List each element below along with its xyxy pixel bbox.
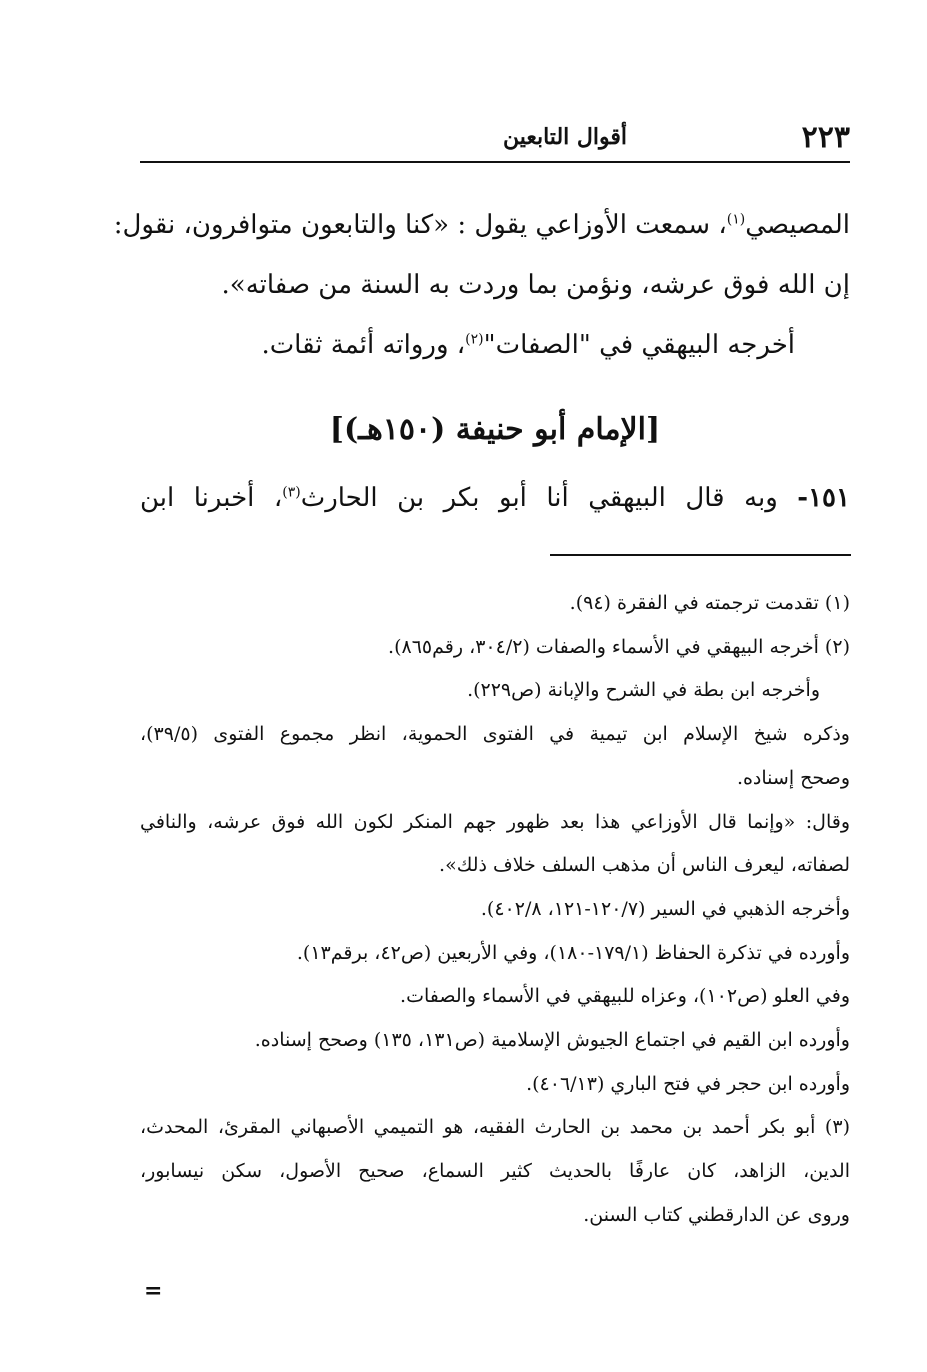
- section-heading: [الإمام أبو حنيفة (١٥٠هـ)]: [329, 412, 661, 447]
- footnote-3-line: الدين، الزاهد، كان عارفًا بالحديث كثير السماع، صحيح الأصول، سكن نيسابور،: [140, 1160, 850, 1183]
- footnote-2-line: وأخرجه الذهبي في السير (١٢٠/٧-١٢١، ٤٠٢/٨).: [480, 897, 850, 920]
- footnote-2-line: وقال: «وإنما قال الأوزاعي هذا بعد ظهور جهم المنكر لكون الله فوق عرشه، والنافي: [140, 810, 850, 833]
- footnote-2-line: وفي العلو (ص١٠٢)، وعزاه للبيهقي في الأسماء والصفات.: [400, 985, 850, 1008]
- footnote-2-line: لصفاته، ليعرف الناس أن مذهب السلف خلاف ذلك».: [439, 854, 850, 877]
- page-number: ٢٢٣: [801, 120, 850, 155]
- footnote-separator: [550, 554, 851, 556]
- entry-text: وبه قال البيهقي أنا أبو بكر بن الحارث$^{(٣)}$، أخبرنا ابن: [140, 483, 798, 513]
- running-title: أقوال التابعين: [502, 124, 628, 150]
- footnote-2: (٢) أخرجه البيهقي في الأسماء والصفات (٣٠٤/٢، رقم٨٦٥).: [388, 635, 850, 658]
- footnotes: [140, 582, 850, 1238]
- main-text: [113, 195, 850, 375]
- footnote-3: (٣) أبو بكر أحمد بن محمد بن الحارث الفقيه، هو التميمي الأصبهاني المقرئ، المحدث،: [140, 1116, 850, 1139]
- body-line-1: المصيصي$^{(١)}$، سمعت الأوزاعي يقول : «كنا والتابعون متوافرون، نقول:: [113, 210, 850, 240]
- body-line-3: أخرجه البيهقي في "الصفات"$^{(٢)}$، ورواته أئمة ثقات.: [261, 330, 795, 360]
- continuation-mark: =: [144, 1278, 163, 1304]
- footnote-2-line: وأورده ابن القيم في اجتماع الجيوش الإسلامية (ص١٣١، ١٣٥) وصحح إسناده.: [254, 1029, 850, 1052]
- footnote-1: (١) تقدمت ترجمته في الفقرة (٩٤).: [569, 592, 850, 614]
- body-line-2: إن الله فوق عرشه، ونؤمن بما وردت به السنة من صفاته».: [221, 270, 850, 300]
- entry-151: [140, 468, 850, 528]
- footnote-2-line: وذكره شيخ الإسلام ابن تيمية في الفتوى الحموية، انظر مجموع الفتوى (٣٩/٥)،: [140, 723, 850, 746]
- header-rule: [140, 161, 850, 163]
- page-header: [140, 118, 850, 162]
- footnote-2-line: وأخرجه ابن بطة في الشرح والإبانة (ص٢٢٩).: [467, 679, 820, 702]
- footnote-3-line: وروى عن الدارقطني كتاب السنن.: [583, 1203, 850, 1226]
- footnote-2-line: وأورده ابن حجر في فتح الباري (٤٠٦/١٣).: [526, 1072, 850, 1095]
- footnote-2-line: وأورده في تذكرة الحفاظ (١٧٩/١-١٨٠)، وفي الأربعين (ص٤٢، برقم١٣).: [296, 941, 850, 964]
- entry-number: ١٥١-: [797, 483, 850, 513]
- footnote-2-line: وصحح إسناده.: [736, 766, 850, 789]
